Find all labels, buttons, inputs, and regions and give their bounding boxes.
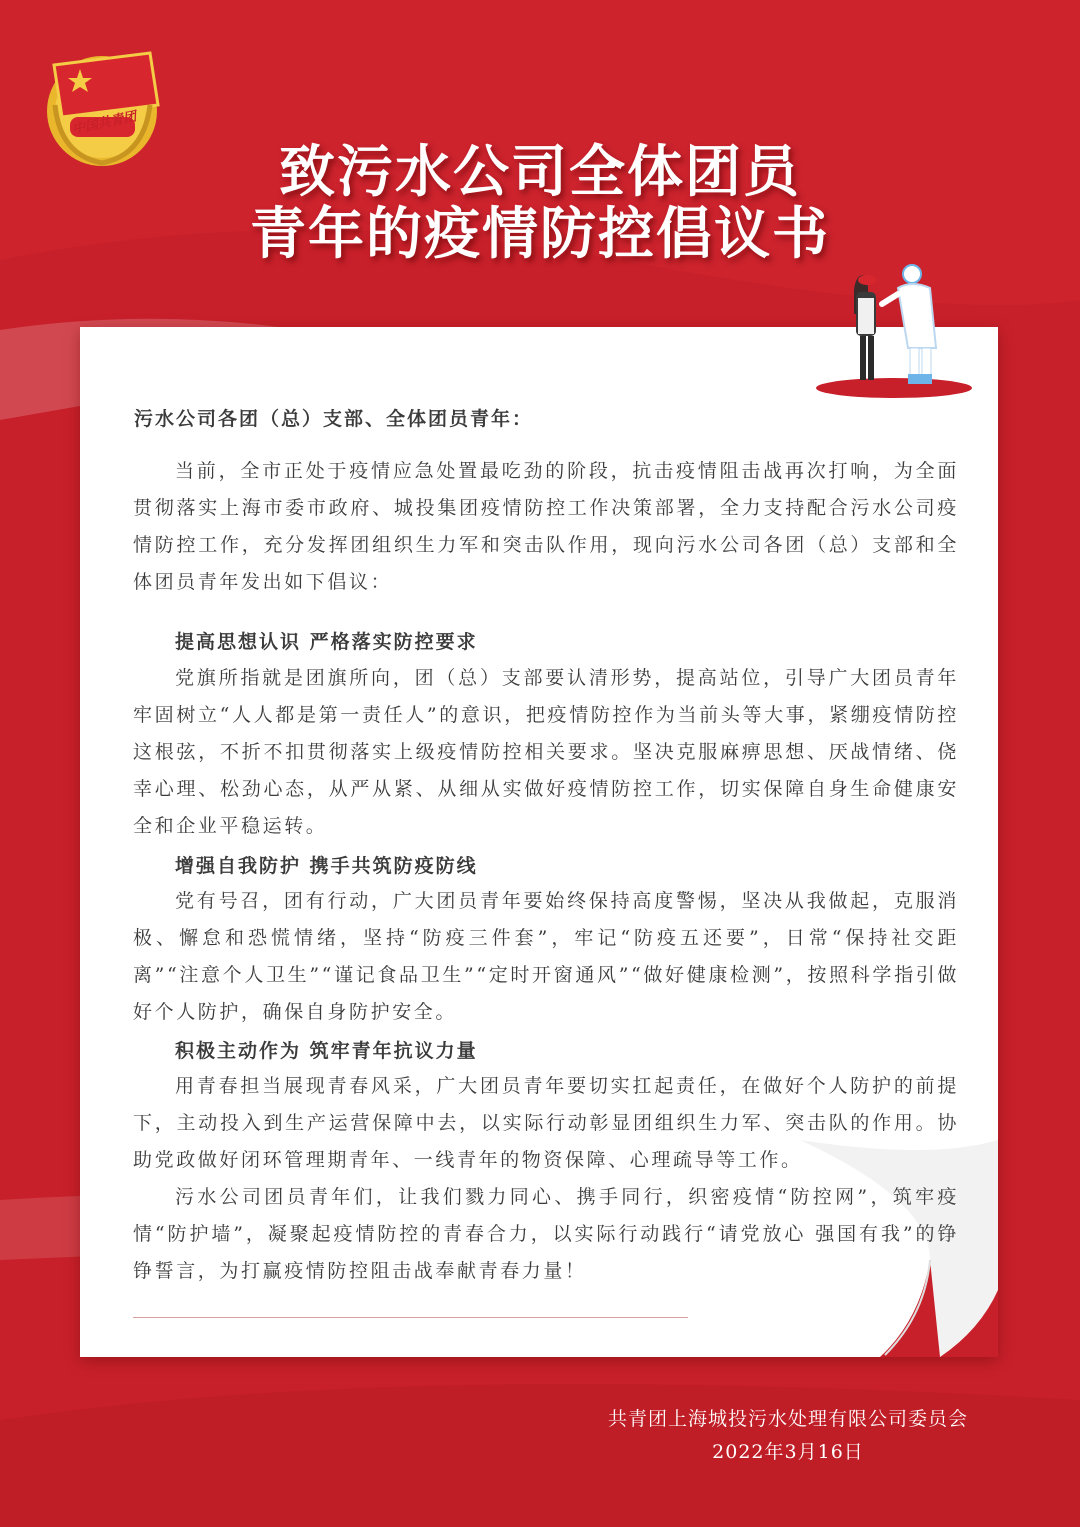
section-heading-2: 增强自我防护 携手共筑防疫防线 [175,855,478,877]
section-heading-1: 提高思想认识 严格落实防控要求 [175,631,478,653]
letter-greeting: 污水公司各团（总）支部、全体团员青年： [134,408,534,430]
testing-illustration [812,262,977,402]
section-body-1: 党旗所指就是团旗所向，团（总）支部要认清形势，提高站位，引导广大团员青年牢固树立“人人都是第一责任人”的意识，把疫情防控作为当前头等大事，紧绷疫情防控这根弦，不折不扣贯彻落实上级疫情防控相关要求。坚决克服麻痹思想、厌战情绪、侥幸心理、松劲心态，从严从紧、从细从实做好疫情防控工作，切实保障自身生命健康安全和企业平稳运转。 [133,667,959,837]
signature-date: 2022年3月16日 [712,1441,864,1463]
letter-closing: 污水公司团员青年们，让我们戮力同心、携手同行，织密疫情“防控网”，筑牢疫情“防护墙”，凝聚起疫情防控的青春合力，以实际行动践行“请党放心 强国有我”的铮铮誓言，为打赢疫情防控阻击战奉献青春力量！ [133,1186,959,1282]
signature-organization: 共青团上海城投污水处理有限公司委员会 [607,1408,968,1430]
section-body-2: 党有号召，团有行动，广大团员青年要始终保持高度警惕，坚决从我做起，克服消极、懈怠和恐慌情绪，坚持“防疫三件套”，牢记“防疫五还要”，日常“保持社交距离”“注意个人卫生”“谨记食品卫生”“定时开窗通风”“做好健康检测”，按照科学指引做好个人防护，确保自身防护安全。 [133,890,959,1023]
emblem-label: 中国共青团 [71,109,138,138]
section-heading-3: 积极主动作为 筑牢青年抗议力量 [175,1040,478,1062]
signature-divider [133,1317,688,1318]
page-title-line2: 青年的疫情防控倡议书 [250,202,830,267]
page-title-line1: 致污水公司全体团员 [279,140,801,205]
letter-intro: 当前，全市正处于疫情应急处置最吃劲的阶段，抗击疫情阻击战再次打响，为全面贯彻落实上海市委市政府、城投集团疫情防控工作决策部署，全力支持配合污水公司疫情防控工作，充分发挥团组织生力军和突击队作用，现向污水公司各团（总）支部和全体团员青年发出如下倡议： [133,460,959,593]
section-body-3: 用青春担当展现青春风采，广大团员青年要切实扛起责任，在做好个人防护的前提下，主动投入到生产运营保障中去，以实际行动彰显团组织生力军、突击队的作用。协助党政做好闭环管理期青年、一线青年的物资保障、心理疏导等工作。 [133,1075,959,1171]
signature-block [608,1404,968,1464]
